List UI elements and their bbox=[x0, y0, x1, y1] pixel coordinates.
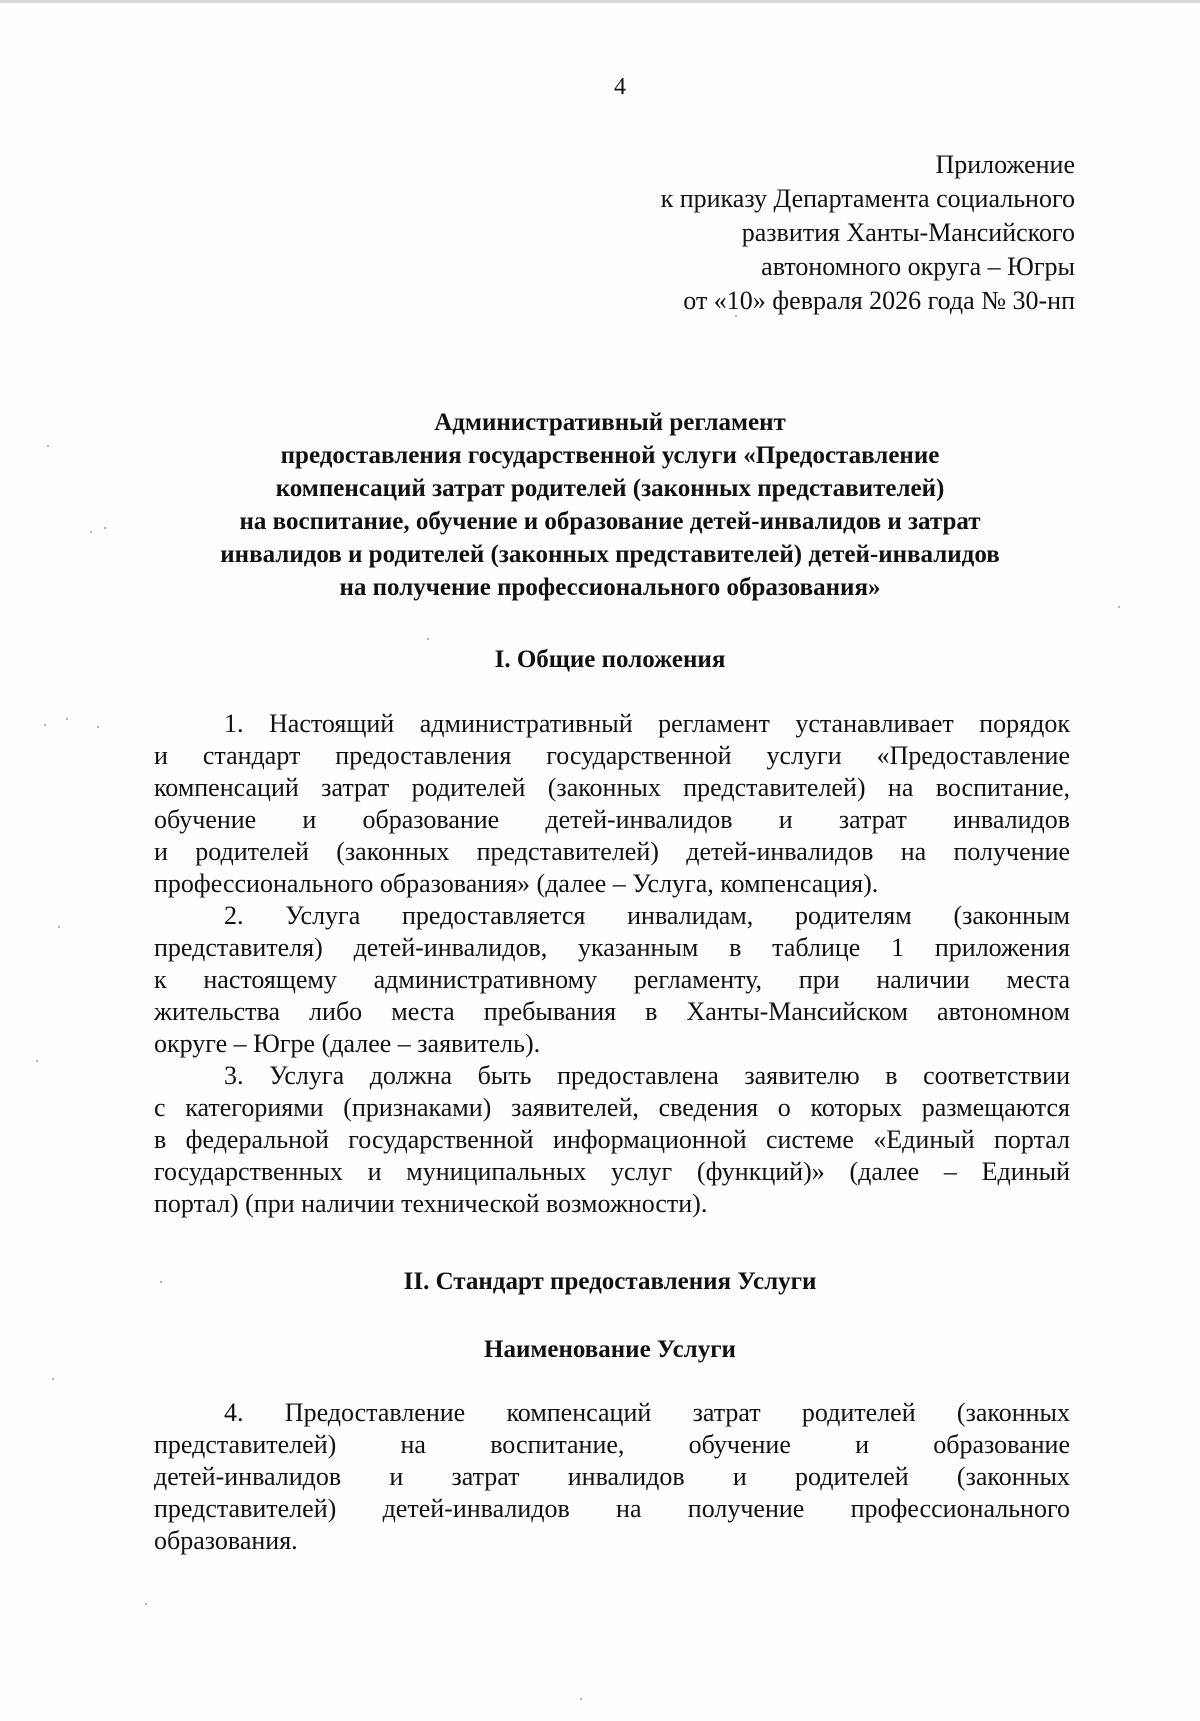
scan-speck bbox=[52, 1378, 54, 1380]
scan-speck bbox=[47, 445, 49, 447]
section-2-heading: II. Стандарт предоставления Услуги bbox=[403, 1268, 817, 1295]
appendix-line: автономного округа – Югры bbox=[761, 252, 1075, 281]
paragraph-4-line: детей-инвалидов и затрат инвалидов и родителей (законных bbox=[154, 1462, 1070, 1491]
title-line: инвалидов и родителей (законных представителей) детей-инвалидов bbox=[220, 541, 1000, 568]
scan-speck bbox=[97, 726, 99, 728]
paragraph-1-line: и стандарт предоставления государственной услуги «Предоставление bbox=[154, 741, 1070, 770]
scan-speck bbox=[36, 1060, 38, 1062]
scan-speck bbox=[104, 527, 106, 529]
scan-speck bbox=[1118, 606, 1120, 608]
paragraph-2-line: 2. Услуга предоставляется инвалидам, родителям (законным bbox=[224, 901, 1070, 930]
section-1-body bbox=[154, 708, 1070, 1220]
appendix-line: к приказу Департамента социального bbox=[660, 184, 1075, 213]
paragraph-4-line: 4. Предоставление компенсаций затрат родителей (законных bbox=[224, 1398, 1070, 1427]
scan-speck bbox=[580, 1698, 582, 1700]
scan-speck bbox=[735, 315, 737, 317]
paragraph-4-line: представителей) детей-инвалидов на получение профессионального bbox=[154, 1494, 1070, 1523]
paragraph-1-line: обучение и образование детей-инвалидов и затрат инвалидов bbox=[154, 805, 1070, 834]
scan-speck bbox=[44, 724, 46, 726]
scan-speck bbox=[66, 718, 68, 720]
scan-speck bbox=[145, 1603, 147, 1605]
paragraph-2-line: округе – Югре (далее – заявитель). bbox=[154, 1029, 541, 1058]
paragraph-1-line: 1. Настоящий административный регламент устанавливает порядок bbox=[224, 709, 1070, 738]
scan-edge bbox=[0, 0, 1200, 3]
title-line: на воспитание, обучение и образование детей-инвалидов и затрат bbox=[239, 508, 981, 535]
paragraph-1-line: профессионального образования» (далее – Услуга, компенсация). bbox=[154, 869, 879, 898]
paragraph-1-line: и родителей (законных представителей) детей-инвалидов на получение bbox=[154, 837, 1070, 866]
paragraph-3-line: 3. Услуга должна быть предоставлена заявителю в соответствии bbox=[224, 1061, 1070, 1090]
paragraph-2-line: жительства либо места пребывания в Ханты-Мансийском автономном bbox=[154, 997, 1070, 1026]
appendix-line: от «10» февраля 2026 года № 30-нп bbox=[683, 286, 1075, 315]
document-title bbox=[150, 406, 1070, 604]
paragraph-3-line: государственных и муниципальных услуг (функций)» (далее – Единый bbox=[154, 1157, 1070, 1186]
paragraph-4-line: образования. bbox=[154, 1526, 298, 1555]
title-line: на получение профессионального образования» bbox=[339, 574, 881, 601]
title-line: Административный регламент bbox=[434, 409, 786, 436]
scan-speck bbox=[427, 638, 429, 640]
scan-speck bbox=[90, 531, 92, 533]
paragraph-3-line: в федеральной государственной информационной системе «Единый портал bbox=[154, 1125, 1070, 1154]
paragraph-2-line: представителя) детей-инвалидов, указанным в таблице 1 приложения bbox=[154, 933, 1070, 962]
title-line: компенсаций затрат родителей (законных представителей) bbox=[275, 475, 945, 502]
paragraph-4-line: представителей) на воспитание, обучение и образование bbox=[154, 1430, 1070, 1459]
paragraph-3-line: портал) (при наличии технической возможности). bbox=[154, 1189, 708, 1218]
appendix-line: Приложение bbox=[935, 150, 1075, 179]
title-line: предоставления государственной услуги «Предоставление bbox=[280, 442, 940, 469]
subsection-heading: Наименование Услуги bbox=[484, 1336, 736, 1363]
appendix-line: развития Ханты-Мансийского bbox=[741, 218, 1075, 247]
scan-speck bbox=[58, 926, 60, 928]
appendix-block bbox=[661, 148, 1075, 318]
paragraph-2-line: к настоящему административному регламенту, при наличии места bbox=[154, 965, 1070, 994]
paragraph-1-line: компенсаций затрат родителей (законных представителей) на воспитание, bbox=[154, 773, 1070, 802]
paragraph-3-line: с категориями (признаками) заявителей, сведения о которых размещаются bbox=[154, 1093, 1070, 1122]
scan-speck bbox=[160, 1281, 162, 1283]
section-2-body bbox=[154, 1397, 1070, 1557]
page-number: 4 bbox=[614, 74, 626, 100]
section-1-heading: I. Общие положения bbox=[494, 646, 726, 673]
